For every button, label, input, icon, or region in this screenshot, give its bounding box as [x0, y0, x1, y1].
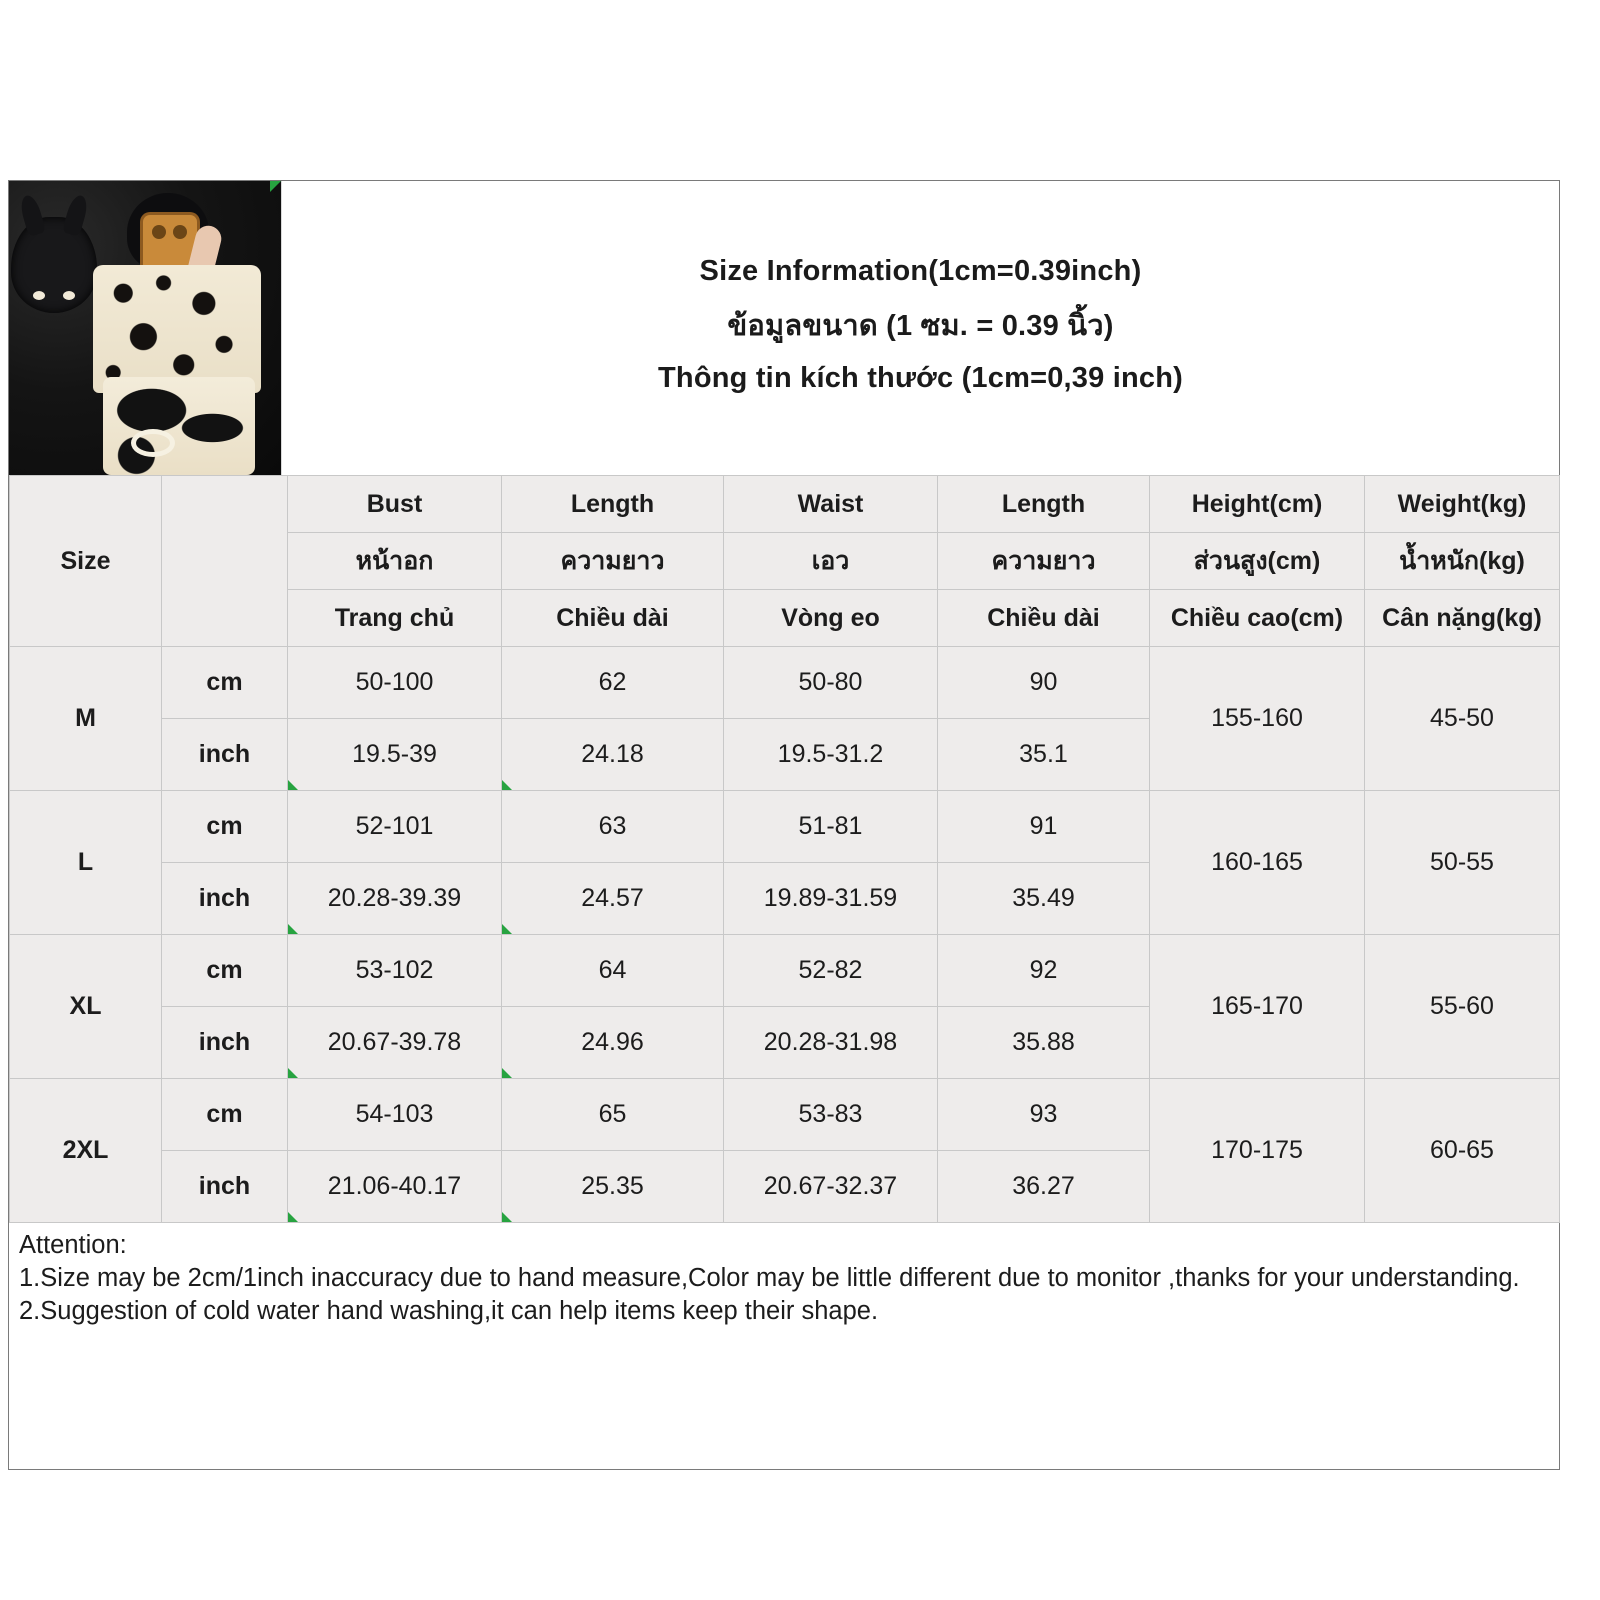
attention-line-2: 2.Suggestion of cold water hand washing,it can help items keep their shape. — [19, 1297, 879, 1326]
header-waist-en: Waist — [724, 476, 938, 533]
row-xl-inch-waist: 20.28-31.98 — [724, 1007, 938, 1079]
row-l-height: 160-165 — [1150, 791, 1365, 935]
plush-eye-left-icon — [33, 291, 45, 300]
table-row — [10, 791, 1560, 863]
row-2xl-inch-length1: 25.35 — [502, 1151, 724, 1223]
row-xl-cm-waist: 52-82 — [724, 935, 938, 1007]
row-l-cm-waist: 51-81 — [724, 791, 938, 863]
header-bust-vi: Trang chủ — [288, 590, 502, 647]
size-chart-sheet — [8, 180, 1560, 1470]
size-column-header: Size — [10, 476, 162, 647]
phone-lens-secondary-icon — [173, 225, 187, 239]
title-th: ข้อมูลขนาด (1 ซม. = 0.39 นิ้ว) — [727, 310, 1114, 342]
title-en: Size Information(1cm=0.39inch) — [699, 255, 1142, 287]
attention-heading: Attention: — [19, 1231, 127, 1259]
table-row — [10, 1079, 1560, 1151]
row-m-unit-cm: cm — [162, 647, 288, 719]
green-corner-marker-icon — [288, 924, 298, 934]
row-xl-height: 165-170 — [1150, 935, 1365, 1079]
row-m-height: 155-160 — [1150, 647, 1365, 791]
row-xl-inch-length2: 35.88 — [938, 1007, 1150, 1079]
row-2xl-inch-bust: 21.06-40.17 — [288, 1151, 502, 1223]
row-m-cm-waist: 50-80 — [724, 647, 938, 719]
row-2xl-inch-length2: 36.27 — [938, 1151, 1150, 1223]
row-l-weight: 50-55 — [1365, 791, 1560, 935]
row-l-cm-length1: 63 — [502, 791, 724, 863]
row-2xl-unit-inch: inch — [162, 1151, 288, 1223]
row-m-weight: 45-50 — [1365, 647, 1560, 791]
row-xl-cm-bust: 53-102 — [288, 935, 502, 1007]
header-height-th: ส่วนสูง(cm) — [1150, 533, 1365, 590]
header-weight-vi: Cân nặng(kg) — [1365, 590, 1560, 647]
unit-column-header — [162, 476, 288, 647]
header-length1-en: Length — [502, 476, 724, 533]
row-m-cm-length1: 62 — [502, 647, 724, 719]
header-weight-en: Weight(kg) — [1365, 476, 1560, 533]
row-xl-inch-length1: 24.96 — [502, 1007, 724, 1079]
row-xl-weight: 55-60 — [1365, 935, 1560, 1079]
row-2xl-cm-length2: 93 — [938, 1079, 1150, 1151]
green-corner-marker-icon — [288, 780, 298, 790]
header-height-en: Height(cm) — [1150, 476, 1365, 533]
row-l-cm-bust: 52-101 — [288, 791, 502, 863]
title-block — [282, 181, 1559, 475]
green-corner-marker-icon — [288, 1068, 298, 1078]
green-corner-marker-icon — [270, 181, 281, 192]
row-xl-inch-bust: 20.67-39.78 — [288, 1007, 502, 1079]
row-size-2xl: 2XL — [10, 1079, 162, 1223]
header-band — [9, 181, 1559, 475]
row-m-inch-waist: 19.5-31.2 — [724, 719, 938, 791]
row-size-m: M — [10, 647, 162, 791]
row-l-inch-waist: 19.89-31.59 — [724, 863, 938, 935]
row-m-cm-length2: 90 — [938, 647, 1150, 719]
header-length2-th: ความยาว — [938, 533, 1150, 590]
row-m-unit-inch: inch — [162, 719, 288, 791]
row-xl-cm-length2: 92 — [938, 935, 1150, 1007]
row-l-unit-cm: cm — [162, 791, 288, 863]
row-2xl-cm-bust: 54-103 — [288, 1079, 502, 1151]
row-2xl-cm-waist: 53-83 — [724, 1079, 938, 1151]
row-size-xl: XL — [10, 935, 162, 1079]
header-waist-vi: Vòng eo — [724, 590, 938, 647]
header-length2-en: Length — [938, 476, 1150, 533]
row-l-inch-length1: 24.57 — [502, 863, 724, 935]
row-xl-unit-cm: cm — [162, 935, 288, 1007]
green-corner-marker-icon — [502, 780, 512, 790]
product-photo — [9, 181, 282, 475]
row-l-inch-bust: 20.28-39.39 — [288, 863, 502, 935]
fabric-detail-ring — [131, 429, 175, 457]
header-length2-vi: Chiều dài — [938, 590, 1150, 647]
row-2xl-cm-length1: 65 — [502, 1079, 724, 1151]
row-m-inch-length2: 35.1 — [938, 719, 1150, 791]
header-weight-th: น้ำหนัก(kg) — [1365, 533, 1560, 590]
printed-shirt — [93, 265, 261, 393]
row-m-inch-bust: 19.5-39 — [288, 719, 502, 791]
title-vi: Thông tin kích thước (1cm=0,39 inch) — [658, 362, 1183, 394]
header-bust-en: Bust — [288, 476, 502, 533]
attention-line-1: 1.Size may be 2cm/1inch inaccuracy due to hand measure,Color may be little different due to monitor ,thanks for your understanding. — [19, 1263, 1520, 1292]
row-2xl-unit-cm: cm — [162, 1079, 288, 1151]
row-2xl-height: 170-175 — [1150, 1079, 1365, 1223]
row-2xl-inch-waist: 20.67-32.37 — [724, 1151, 938, 1223]
row-m-cm-bust: 50-100 — [288, 647, 502, 719]
row-m-inch-length1: 24.18 — [502, 719, 724, 791]
size-table — [9, 475, 1560, 1223]
header-bust-th: หน้าอก — [288, 533, 502, 590]
model-figure — [69, 191, 281, 475]
header-length1-th: ความยาว — [502, 533, 724, 590]
table-row — [10, 935, 1560, 1007]
row-l-inch-length2: 35.49 — [938, 863, 1150, 935]
green-corner-marker-icon — [502, 1212, 512, 1222]
green-corner-marker-icon — [288, 1212, 298, 1222]
row-size-l: L — [10, 791, 162, 935]
phone-lens-icon — [152, 225, 166, 239]
row-2xl-weight: 60-65 — [1365, 1079, 1560, 1223]
table-row — [10, 647, 1560, 719]
header-height-vi: Chiều cao(cm) — [1150, 590, 1365, 647]
row-l-cm-length2: 91 — [938, 791, 1150, 863]
header-waist-th: เอว — [724, 533, 938, 590]
attention-block — [9, 1223, 1559, 1328]
table-header-row-en — [10, 476, 1560, 533]
green-corner-marker-icon — [502, 924, 512, 934]
header-length1-vi: Chiều dài — [502, 590, 724, 647]
row-xl-unit-inch: inch — [162, 1007, 288, 1079]
row-l-unit-inch: inch — [162, 863, 288, 935]
printed-trousers — [103, 377, 255, 475]
green-corner-marker-icon — [502, 1068, 512, 1078]
row-xl-cm-length1: 64 — [502, 935, 724, 1007]
